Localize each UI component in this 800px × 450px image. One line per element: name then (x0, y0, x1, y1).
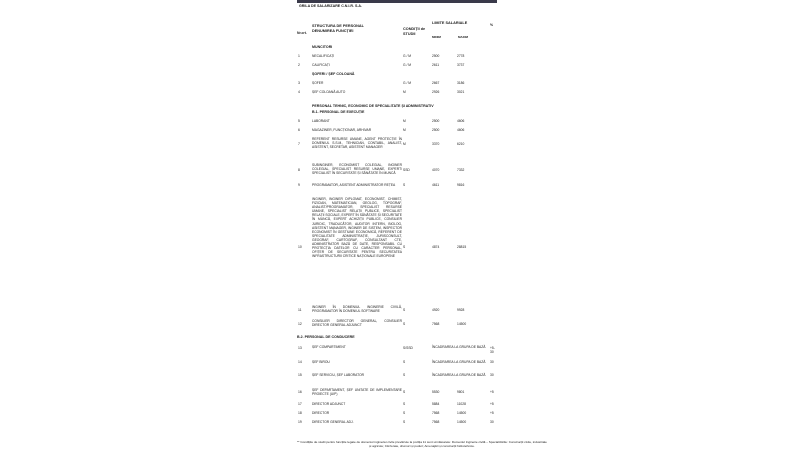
row-percent: 30 (490, 373, 494, 377)
row-number: 6 (298, 128, 300, 132)
section-personal-tehnic: PERSONAL TEHNIC, ECONOMIC DE SPECIALITATE ȘI ADMINISTRATIV (312, 104, 434, 108)
row-number: 16 (298, 390, 302, 394)
row-function-name: INGINER ÎN DOMENIUL INGINERIE CIVILĂ, PROGRAMATOR ÎN DOMENIUL SOFTWARE (312, 305, 402, 314)
row-salary-min: 2500 (432, 54, 440, 58)
row-function-name: LABORANT (312, 119, 330, 123)
row-salary-max: 3737 (457, 63, 465, 67)
row-percent: +5 (490, 402, 494, 406)
row-salary-min: 3370 (432, 142, 440, 146)
row-function-name: CALIFICAȚI (312, 63, 330, 67)
section-b1: B.1. PERSONAL DE EXECUȚIE (312, 110, 365, 114)
row-function-name: ȘOFER (312, 81, 324, 85)
row-percent: +5-30 (490, 346, 495, 354)
row-salary-min: 5530 (432, 390, 440, 394)
footnote: ** Condițiile de studii pentru funcțiile legate de domeniul ingineriei civile prevăzute la poziția 11 sunt următoarele: Domeniul Inginerie civilă – Specializările: Construcții civile, industriale și agricole; Căi ferate, drumuri și poduri; Amenajări și construcții hidrotehnice. (297, 440, 547, 448)
row-function-name: NECALIFICAȚI (312, 54, 335, 58)
row-salary-max: 11028 (457, 402, 466, 406)
row-percent: 30 (490, 360, 494, 364)
header-structura: STRUCTURA DE PERSONAL DENUMIREA FUNCȚIEI (312, 24, 364, 33)
row-number: 14 (298, 360, 302, 364)
row-salary-min: 2667 (432, 81, 440, 85)
row-salary-max: 14500 (457, 322, 467, 326)
row-function-name: ȘEF COMPARTIMENT (312, 345, 346, 349)
row-number: 11 (298, 308, 302, 312)
row-salary-max: 4606 (457, 128, 465, 132)
row-function-name: MAGAZINER, FUNCȚIONAR, ARHIVAR (312, 128, 372, 132)
row-studies: S (403, 411, 406, 415)
row-function-name: REFERENT RESURSE UMANE, AGENT PROTECȚIE ÎN DOMENIUL S.S.M., TEHNICIAN, CONTABIL, ANALIST, ASISTENT, SECRETAR, ASISTENT MANAGER (312, 137, 402, 150)
document-title: GRILA DE SALARIZARE C.N.I.R. S.A. (299, 4, 362, 8)
row-salary-min: 7568 (432, 322, 440, 326)
header-min: MINIM (432, 35, 441, 39)
row-salary-max: 14500 (457, 411, 467, 415)
row-incadrare: ÎNCADRAREA LA GRUPA DE BAZĂ (432, 373, 486, 377)
row-salary-min: 2611 (432, 63, 440, 67)
row-salary-max: 7332 (457, 168, 465, 172)
row-number: 9 (298, 183, 300, 187)
row-function-name: INGINER, INGINER DIPLOMAT, ECONOMIST, CHIMIST, FIZICIAN, MATEMATICIAN, GEOLOG, TOPOGRAF, ANALIST/PROGRAMATOR, SPECIALIST RESURSE UMANE, SPECIALIST RELAȚII PUBLICE, SPECIALIST RELAȚII SOCIALE, EXPERT ÎN SĂNĂTATE ȘI SECURITATE ÎN MUNCĂ, EXPERT ACHIZIȚII PUBLICE, CONSILIER JURIDIC, TRADUCĂTOR, AUDITOR INTERN, BIOLOG, ASISTENT MANAGER, INGINER DE SISTEM, INSPECTOR ECONOMIST ÎN GESTIUNE ECONOMICĂ, REFERENT DE SPECIALITATE ADMINISTRAȚIE, JURISCONSULT, GEOGRAF, CARTOGRAF, CONSULTANT CTE, ADMINISTRATOR BAZĂ DE DATE, RESPONSABIL CU PROTECȚIA DATELOR CU CARACTER PERSONAL, OFIȚER DE SECURITATE PENTRU SECURITATEA INFRASTRUCTURII CRITICE NAȚIONALE EUROPENE (312, 197, 402, 259)
row-number: 3 (298, 81, 300, 85)
row-incadrare: ÎNCADRAREA LA GRUPA DE BAZĂ (432, 360, 486, 364)
row-number: 12 (298, 322, 302, 326)
row-salary-min: 7568 (432, 411, 440, 415)
row-function-name: SUBINGINER, ECONOMIST COLEGIAL, INGINER COLEGIAL, SPECIALIST RESURSE UMANE, EXPERT/ SPECIALIST ÎN SECURITATE ȘI SĂNĂTATE ÎN MUNCĂ (312, 163, 402, 176)
row-number: 8 (298, 168, 300, 172)
row-number: 15 (298, 373, 302, 377)
row-function-name: DIRECTOR (312, 411, 330, 415)
row-salary-min: 4920 (432, 308, 440, 312)
row-salary-max: 9928 (457, 308, 465, 312)
row-salary-max: 4606 (457, 119, 465, 123)
header-bar (297, 0, 497, 3)
header-max: MAXIM (458, 35, 468, 39)
row-number: 10 (298, 245, 302, 249)
row-studies: M (403, 119, 406, 123)
row-salary-min: 4070 (432, 168, 440, 172)
row-salary-max: 3186 (457, 81, 465, 85)
row-studies: S (403, 245, 406, 249)
row-studies: S (403, 360, 406, 364)
row-studies: S (403, 420, 406, 424)
row-function-name: DIRECTOR GENERAL ADJ. (312, 420, 354, 424)
row-studies: S (403, 183, 406, 187)
row-salary-max: 9816 (457, 183, 465, 187)
row-number: 18 (298, 411, 302, 415)
row-studies: S (403, 308, 406, 312)
row-studies: M (403, 142, 406, 146)
row-function-name: ȘEF DEPARTAMENT, ȘEF UNITATE DE IMPLEMENTARE PROIECTE (UIP) (312, 388, 402, 397)
row-studies: S (403, 322, 406, 326)
row-salary-min: 4874 (432, 245, 440, 249)
row-studies: S/SSD (403, 346, 413, 350)
row-number: 17 (298, 402, 302, 406)
row-salary-max: 3021 (457, 90, 465, 94)
row-salary-max: 14500 (457, 420, 467, 424)
row-salary-max: 28815 (457, 245, 467, 249)
row-studies: SSD (403, 168, 410, 172)
section-b2: B.2. PERSONAL DE CONDUCERE (297, 335, 355, 339)
row-percent: +5 (490, 390, 494, 394)
row-salary-min: 7568 (432, 420, 440, 424)
row-salary-max: 9801 (457, 390, 465, 394)
row-studies: S (403, 402, 406, 406)
header-studii: CONDIȚII de STUDII (403, 27, 426, 36)
row-studies: G / M (403, 54, 412, 58)
row-salary-min: 2926 (432, 90, 440, 94)
row-percent: +5 (490, 411, 494, 415)
section-soferi: ȘOFERI / ȘEF COLOANĂ (312, 72, 355, 76)
row-number: 1 (298, 54, 300, 58)
row-salary-max: 2778 (457, 54, 465, 58)
row-function-name: CONSILIER DIRECTOR GENERAL, CONSILIER DIRECTOR GENERAL ADJUNCT (312, 319, 402, 328)
row-number: 2 (298, 63, 300, 67)
row-salary-min: 2500 (432, 128, 440, 132)
row-salary-min: 5884 (432, 402, 440, 406)
row-number: 13 (298, 346, 302, 350)
row-studies: M (403, 128, 406, 132)
row-function-name: PROGRAMATOR, ASISTENT ADMINISTRATOR REȚEA (312, 183, 396, 187)
row-studies: S (403, 390, 406, 394)
row-number: 4 (298, 90, 300, 94)
row-function-name: DIRECTOR ADJUNCT (312, 402, 346, 406)
row-incadrare: ÎNCADRAREA LA GRUPA DE BAZĂ (432, 345, 486, 349)
row-function-name: ȘEF COLOANĂ AUTO (312, 90, 346, 94)
header-pct: % (490, 23, 494, 27)
header-limite: LIMITE SALARIALE (432, 21, 468, 25)
row-function-name: ȘEF SERVICIU, ȘEF LABORATOR (312, 373, 365, 377)
header-nr: Nr.crt. (297, 31, 307, 35)
row-studies: G / M (403, 63, 412, 67)
row-number: 19 (298, 420, 302, 424)
row-studies: M (403, 90, 406, 94)
section-muncitori: MUNCITORI (312, 45, 333, 49)
row-studies: S (403, 373, 406, 377)
row-number: 5 (298, 119, 300, 123)
row-studies: G / M (403, 81, 412, 85)
row-salary-min: 2500 (432, 119, 440, 123)
row-salary-max: 6210 (457, 142, 465, 146)
row-percent: 30 (490, 420, 494, 424)
row-salary-min: 4611 (432, 183, 440, 187)
row-function-name: ȘEF BIROU (312, 360, 330, 364)
row-number: 7 (298, 142, 300, 146)
